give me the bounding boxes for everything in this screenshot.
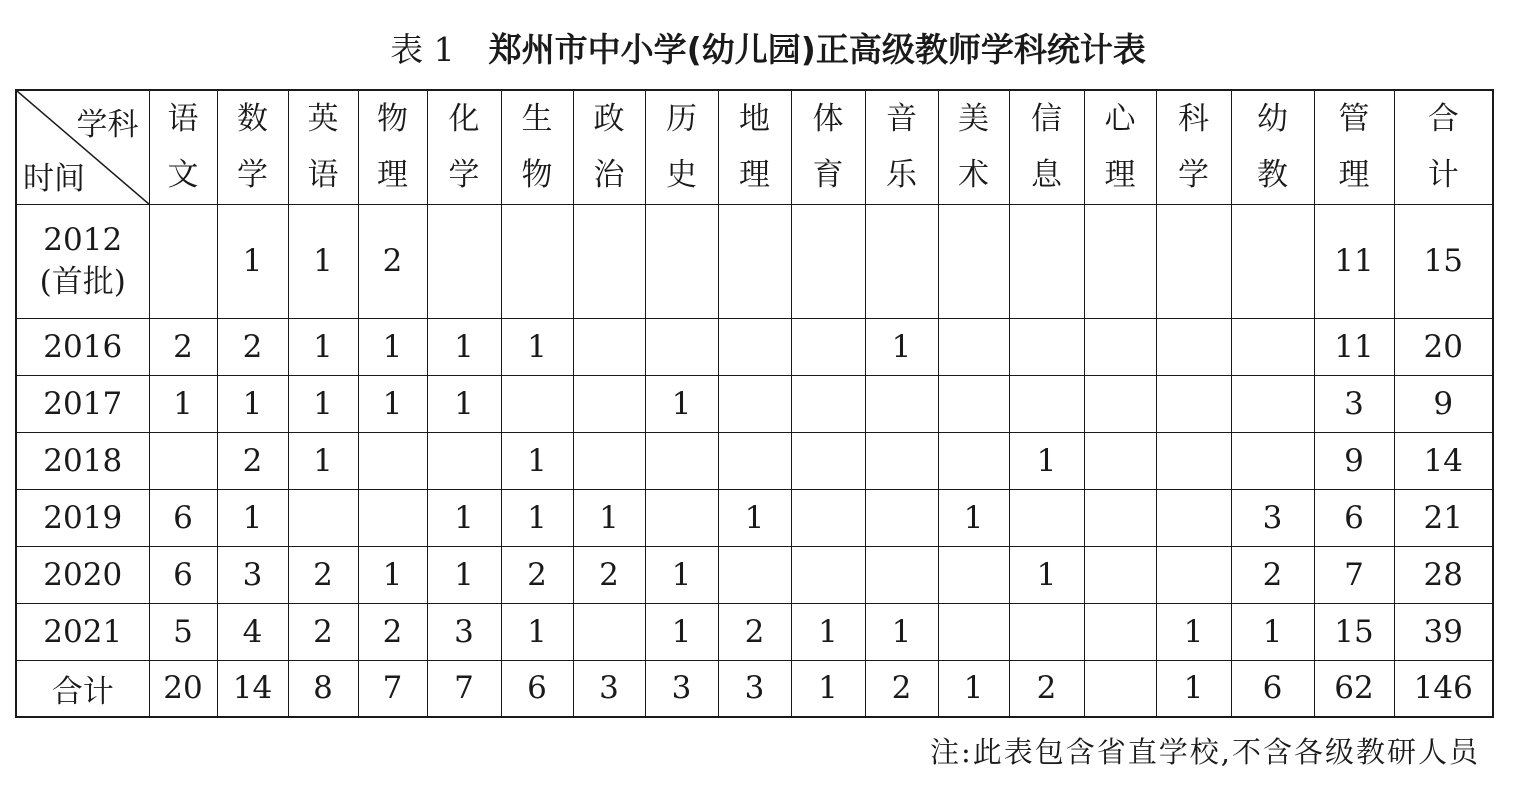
year-label: 2020 [43,556,123,593]
count-cell: 2 [217,432,288,489]
count-cell [1009,204,1084,318]
year-label: 2016 [43,328,123,365]
subject-header-char: 管 [1338,101,1370,138]
year-label: 2018 [43,442,123,479]
count-cell: 1 [718,489,791,546]
subject-header-char: 治 [593,157,625,194]
subject-header-char: 乐 [886,157,917,194]
count-cell [865,375,938,432]
count-cell: 7 [1314,546,1394,603]
subject-header-char: 数 [237,101,268,138]
count-cell: 1 [501,432,573,489]
year-label: 2017 [43,385,123,422]
count-cell [1231,375,1314,432]
subject-header-char: 学 [237,157,268,194]
count-cell: 1 [288,432,358,489]
count-cell: 1 [501,489,573,546]
subject-header-char: 体 [812,101,844,138]
count-cell: 1 [1156,603,1231,660]
subject-header-cell [645,90,718,204]
total-cell: 6 [1231,660,1314,717]
count-cell: 2 [217,318,288,375]
count-cell: 2 [288,546,358,603]
count-cell [288,489,358,546]
subject-header-char: 学 [1178,157,1209,194]
subject-header-cell [501,90,573,204]
count-cell [938,318,1009,375]
count-cell [865,489,938,546]
count-cell: 1 [358,546,427,603]
count-cell: 2 [718,603,791,660]
count-cell: 21 [1394,489,1493,546]
count-cell: 1 [1009,432,1084,489]
subject-header-char: 地 [739,101,770,138]
table-row [16,546,1493,603]
subject-header-char: 音 [886,101,917,138]
count-cell [791,318,865,375]
count-cell: 2 [501,546,573,603]
table-row [16,603,1493,660]
total-cell [1084,660,1156,717]
subject-header-char: 理 [739,157,770,194]
count-cell: 1 [501,603,573,660]
count-cell: 9 [1394,375,1493,432]
count-cell [718,318,791,375]
count-cell: 3 [427,603,501,660]
count-cell [938,432,1009,489]
total-cell: 1 [791,660,865,717]
subject-header-cell [865,90,938,204]
total-cell: 1 [938,660,1009,717]
count-cell [427,204,501,318]
count-cell [501,375,573,432]
subject-header-char: 理 [1104,157,1136,194]
count-cell [645,432,718,489]
count-cell: 2 [1231,546,1314,603]
total-cell: 62 [1314,660,1394,717]
count-cell [1009,318,1084,375]
count-cell [791,375,865,432]
total-cell: 2 [1009,660,1084,717]
count-cell [149,432,217,489]
subject-header-char: 育 [812,157,844,194]
table-row [16,489,1493,546]
count-cell: 2 [288,603,358,660]
count-cell [1084,489,1156,546]
count-cell [573,603,645,660]
subject-header-char: 计 [1427,157,1459,194]
count-cell: 1 [358,375,427,432]
subject-header-char: 合 [1427,101,1459,138]
count-cell: 39 [1394,603,1493,660]
count-cell [645,318,718,375]
subject-header-char: 生 [521,101,553,138]
subject-header-char: 术 [958,157,989,194]
count-cell: 1 [217,489,288,546]
corner-time-label: 时间 [23,160,85,197]
count-cell [791,546,865,603]
subject-header-char: 信 [1031,101,1062,138]
subject-header-char: 学 [448,157,480,194]
count-cell: 2 [358,603,427,660]
caption-label: 表 1 [390,30,455,69]
year-cell [16,204,149,318]
count-cell [718,432,791,489]
subject-header-cell [1314,90,1394,204]
subject-header-char: 教 [1257,157,1288,194]
count-cell [501,204,573,318]
count-cell [645,204,718,318]
year-label: (首批) [39,264,126,300]
count-cell [1156,546,1231,603]
count-cell [1156,204,1231,318]
total-cell: 8 [288,660,358,717]
corner-subject-label: 学科 [76,107,139,143]
count-cell: 14 [1394,432,1493,489]
table-note: 注:此表包含省直学校,不含各级教研人员 [930,735,1480,769]
subject-header-char: 语 [167,101,199,138]
subject-header-cell [1084,90,1156,204]
total-cell: 146 [1394,660,1493,717]
subject-header-cell [288,90,358,204]
count-cell: 1 [645,375,718,432]
total-cell: 7 [427,660,501,717]
count-cell: 1 [573,489,645,546]
subject-header-char: 心 [1104,101,1136,138]
count-cell [1156,318,1231,375]
count-cell: 1 [217,375,288,432]
year-cell [16,489,149,546]
count-cell [718,204,791,318]
count-cell: 11 [1314,318,1394,375]
count-cell: 1 [288,375,358,432]
count-cell [1084,375,1156,432]
subject-header-cell [1009,90,1084,204]
total-cell: 3 [718,660,791,717]
subject-header-cell [358,90,427,204]
total-cell: 14 [217,660,288,717]
total-cell: 1 [1156,660,1231,717]
count-cell: 3 [1314,375,1394,432]
count-cell [1009,375,1084,432]
count-cell [718,375,791,432]
count-cell [938,204,1009,318]
total-cell: 7 [358,660,427,717]
count-cell [938,603,1009,660]
subject-header-char: 物 [521,157,553,194]
year-cell [16,318,149,375]
count-cell [938,546,1009,603]
count-cell: 2 [149,318,217,375]
subject-header-cell [573,90,645,204]
subject-header-cell [938,90,1009,204]
count-cell [791,489,865,546]
count-cell: 2 [573,546,645,603]
total-cell: 2 [865,660,938,717]
subject-header-char: 幼 [1257,101,1288,138]
count-cell [1009,603,1084,660]
count-cell [1231,432,1314,489]
table-row [16,432,1493,489]
count-cell: 1 [427,375,501,432]
year-label: 2012 [43,222,123,258]
count-cell: 1 [865,603,938,660]
subject-statistics-table [15,89,1494,718]
subject-header-char: 政 [593,101,625,138]
subject-header-char: 科 [1178,101,1209,138]
count-cell: 9 [1314,432,1394,489]
count-cell: 3 [1231,489,1314,546]
count-cell: 1 [645,546,718,603]
subject-header-char: 美 [958,101,989,138]
count-cell: 3 [217,546,288,603]
corner-header-cell [16,90,149,204]
count-cell: 28 [1394,546,1493,603]
count-cell: 6 [1314,489,1394,546]
count-cell [1084,318,1156,375]
subject-header-char: 史 [666,157,697,194]
count-cell: 1 [1231,603,1314,660]
subject-header-cell [791,90,865,204]
count-cell: 1 [288,318,358,375]
count-cell [1156,375,1231,432]
count-cell [573,375,645,432]
count-cell: 1 [645,603,718,660]
subject-header-char: 历 [666,101,697,138]
count-cell: 1 [427,318,501,375]
count-cell: 1 [149,375,217,432]
count-cell: 1 [427,546,501,603]
subject-header-char: 文 [167,157,199,194]
subject-header-char: 物 [377,101,408,138]
year-cell [16,603,149,660]
table-row [16,375,1493,432]
count-cell [938,375,1009,432]
subject-header-cell [217,90,288,204]
table-row [16,204,1493,318]
count-cell [1084,546,1156,603]
count-cell: 1 [501,318,573,375]
count-cell: 1 [427,489,501,546]
year-label: 2021 [43,613,123,650]
total-cell: 6 [501,660,573,717]
subject-header-cell [718,90,791,204]
year-cell [16,546,149,603]
subject-header-char: 英 [307,101,339,138]
year-label: 2019 [43,499,123,536]
subject-header-cell [427,90,501,204]
count-cell [865,204,938,318]
count-cell: 6 [149,546,217,603]
subject-header-cell [149,90,217,204]
year-cell [16,432,149,489]
subject-header-cell [1156,90,1231,204]
count-cell [573,432,645,489]
count-cell: 1 [1009,546,1084,603]
table-caption [0,28,1536,72]
total-row [16,660,1493,717]
total-label: 合计 [16,660,149,717]
count-cell [645,489,718,546]
count-cell [1084,204,1156,318]
total-cell: 3 [645,660,718,717]
count-cell [149,204,217,318]
header-row [16,90,1493,204]
count-cell [573,318,645,375]
count-cell [358,489,427,546]
total-cell: 20 [149,660,217,717]
count-cell: 20 [1394,318,1493,375]
count-cell [1231,204,1314,318]
count-cell [1231,318,1314,375]
subject-header-char: 息 [1031,157,1062,194]
subject-header-char: 化 [448,101,480,138]
count-cell [791,432,865,489]
count-cell: 11 [1314,204,1394,318]
count-cell: 1 [358,318,427,375]
count-cell: 5 [149,603,217,660]
count-cell: 4 [217,603,288,660]
count-cell [1084,432,1156,489]
count-cell: 1 [288,204,358,318]
subject-header-cell [1394,90,1493,204]
count-cell [573,204,645,318]
year-cell [16,375,149,432]
count-cell: 15 [1394,204,1493,318]
count-cell [358,432,427,489]
count-cell [791,204,865,318]
count-cell: 15 [1314,603,1394,660]
subject-header-cell [1231,90,1314,204]
total-cell: 3 [573,660,645,717]
count-cell [865,432,938,489]
count-cell [427,432,501,489]
count-cell: 6 [149,489,217,546]
count-cell: 1 [938,489,1009,546]
count-cell [1009,489,1084,546]
table-row [16,318,1493,375]
count-cell [865,546,938,603]
count-cell [1156,432,1231,489]
count-cell: 1 [217,204,288,318]
count-cell: 2 [358,204,427,318]
count-cell [1084,603,1156,660]
subject-header-char: 语 [307,157,339,194]
subject-header-char: 理 [1338,157,1370,194]
count-cell: 1 [791,603,865,660]
count-cell [718,546,791,603]
subject-header-char: 理 [377,157,408,194]
count-cell: 1 [865,318,938,375]
caption-title: 郑州市中小学(幼儿园)正高级教师学科统计表 [488,30,1146,69]
table-body [16,204,1493,717]
count-cell [1156,489,1231,546]
